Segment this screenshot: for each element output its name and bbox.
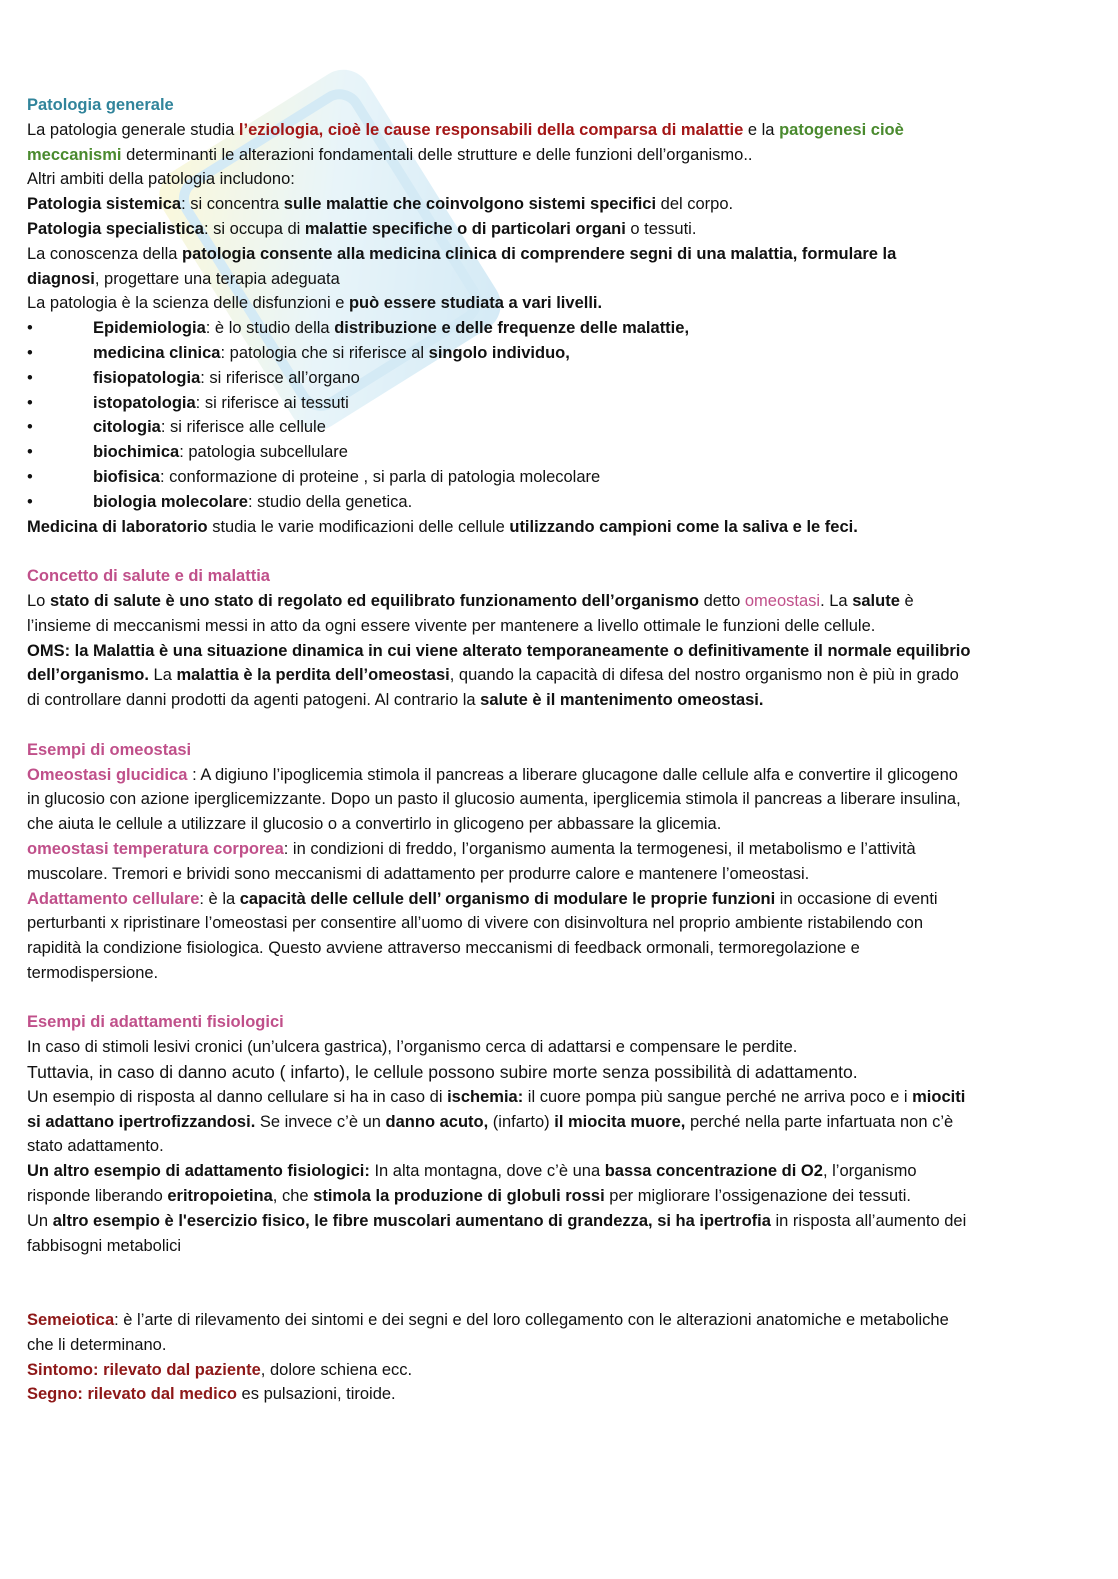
paragraph: La patologia generale studia l’eziologia, cioè le cause responsabili della comparsa di malattie e la patogenesi cioè xyxy=(27,120,904,139)
paragraph: in glucosio con azione iperglicemizzante. Dopo un pasto il glucosio aumenta, iperglicemia stimola il pancreas a liberare insulina, xyxy=(27,790,961,809)
paragraph: omeostasi temperatura corporea: in condizioni di freddo, l’organismo aumenta la termogenesi, il metabolismo e l’attività xyxy=(27,839,916,858)
spacer xyxy=(27,1258,1095,1308)
paragraph: che li determinano. xyxy=(27,1335,167,1354)
paragraph: fabbisogni metabolici xyxy=(27,1236,182,1255)
list-item: • Epidemiologia: è lo studio della distribuzione e delle frequenze delle malattie, xyxy=(27,319,690,338)
paragraph: che aiuta le cellule a utilizzare il glucosio o a convertirlo in glicogeno per abbassare la glicemia. xyxy=(27,815,722,834)
paragraph: Altri ambiti della patologia includono: xyxy=(27,170,295,189)
paragraph: rapidità la condizione fisiologica. Questo avviene attraverso meccanismi di feedback ormonali, termoregolazione e xyxy=(27,939,860,958)
spacer xyxy=(27,713,1095,738)
list-item: • fisiopatologia: si riferisce all’organo xyxy=(27,368,360,387)
paragraph: Un altro esempio è l'esercizio fisico, le fibre muscolari aumentano di grandezza, si ha ipertrofia in risposta all’aumento dei xyxy=(27,1211,967,1230)
paragraph: Patologia sistemica: si concentra sulle malattie che coinvolgono sistemi specifici del corpo. xyxy=(27,195,734,214)
list-item: • biologia molecolare: studio della genetica. xyxy=(27,492,413,511)
section-title: Esempi di omeostasi xyxy=(27,740,192,759)
paragraph: Omeostasi glucidica : A digiuno l’ipoglicemia stimola il pancreas a liberare glucagone dalle cellule alfa e convertire il glicogeno xyxy=(27,765,958,784)
paragraph: La patologia è la scienza delle disfunzioni e può essere studiata a vari livelli. xyxy=(27,294,603,313)
paragraph: Lo stato di salute è uno stato di regolato ed equilibrato funzionamento dell’organismo detto omeostasi. La salute è xyxy=(27,591,914,610)
section-title: Patologia generale xyxy=(27,96,174,114)
paragraph: OMS: la Malattia è una situazione dinamica in cui viene alterato temporaneamente o definitivamente il normale equilibrio xyxy=(27,641,971,660)
paragraph: Un esempio di risposta al danno cellulare si ha in caso di ischemia: il cuore pompa più sangue perché ne arriva poco e i miociti xyxy=(27,1087,966,1106)
paragraph: Un altro esempio di adattamento fisiologici: In alta montagna, dove c’è una bassa concentrazione di O2, l’organismo xyxy=(27,1162,917,1181)
paragraph: muscolare. Tremori e brividi sono meccanismi di adattamento per produrre calore e mantenere l’omeostasi. xyxy=(27,864,810,883)
section-title: Esempi di adattamenti fisiologici xyxy=(27,1013,284,1032)
paragraph: diagnosi, progettare una terapia adeguata xyxy=(27,269,340,288)
paragraph: Medicina di laboratorio studia le varie modificazioni delle cellule utilizzando campioni come la saliva e le feci. xyxy=(27,517,858,536)
paragraph: risponde liberando eritropoietina, che stimola la produzione di globuli rossi per migliorare l’ossigenazione dei tessuti. xyxy=(27,1187,912,1206)
list-item: • medicina clinica: patologia che si riferisce al singolo individuo, xyxy=(27,343,570,362)
paragraph: Semeiotica: è l’arte di rilevamento dei sintomi e dei segni e del loro collegamento con le alterazioni anatomiche e metaboliche xyxy=(27,1311,949,1330)
paragraph: si adattano ipertrofizzandosi. Se invece c’è un danno acuto, (infarto) il miocita muore, perché nella parte infartuata non c’è xyxy=(27,1112,954,1131)
list-item: • biofisica: conformazione di proteine , si parla di patologia molecolare xyxy=(27,467,601,486)
spacer xyxy=(27,539,1095,564)
paragraph: La conoscenza della patologia consente alla medicina clinica di comprendere segni di una malattia, formulare la xyxy=(27,244,897,263)
paragraph: Adattamento cellulare: è la capacità delle cellule dell’ organismo di modulare le proprie funzioni in occasione di eventi xyxy=(27,889,938,908)
list-item: • biochimica: patologia subcellulare xyxy=(27,443,348,462)
paragraph: perturbanti x ripristinare l’omeostasi per consentire all’uomo di vivere con disinvoltura nel proprio ambiente ristabilendo con xyxy=(27,914,924,933)
list-item: • citologia: si riferisce alle cellule xyxy=(27,418,326,437)
paragraph: l’insieme di meccanismi messi in atto da ogni essere vivente per mantenere a livello ottimale le funzioni delle cellule. xyxy=(27,616,876,635)
paragraph: meccanismi determinanti le alterazioni fondamentali delle strutture e delle funzioni dell’organismo.. xyxy=(27,145,753,164)
document-body xyxy=(27,93,1095,1407)
paragraph: Sintomo: rilevato dal paziente, dolore schiena ecc. xyxy=(27,1360,413,1379)
paragraph: dell’organismo. La malattia è la perdita dell’omeostasi, quando la capacità di difesa del nostro organismo non è più in grado xyxy=(27,666,959,685)
paragraph: termodispersione. xyxy=(27,963,159,982)
paragraph: Segno: rilevato dal medico es pulsazioni, tiroide. xyxy=(27,1385,396,1404)
spacer xyxy=(27,986,1095,1011)
list-item: • istopatologia: si riferisce ai tessuti xyxy=(27,393,349,412)
paragraph: Patologia specialistica: si occupa di malattie specifiche o di particolari organi o tessuti. xyxy=(27,219,697,238)
paragraph: Tuttavia, in caso di danno acuto ( infarto), le cellule possono subire morte senza possibilità di adattamento. xyxy=(27,1062,858,1083)
paragraph: In caso di stimoli lesivi cronici (un’ulcera gastrica), l’organismo cerca di adattarsi e compensare le perdite. xyxy=(27,1038,798,1057)
paragraph: stato adattamento. xyxy=(27,1137,164,1156)
section-title: Concetto di salute e di malattia xyxy=(27,567,270,586)
paragraph: di controllare danni prodotti da agenti patogeni. Al contrario la salute è il mantenimento omeostasi. xyxy=(27,691,764,710)
